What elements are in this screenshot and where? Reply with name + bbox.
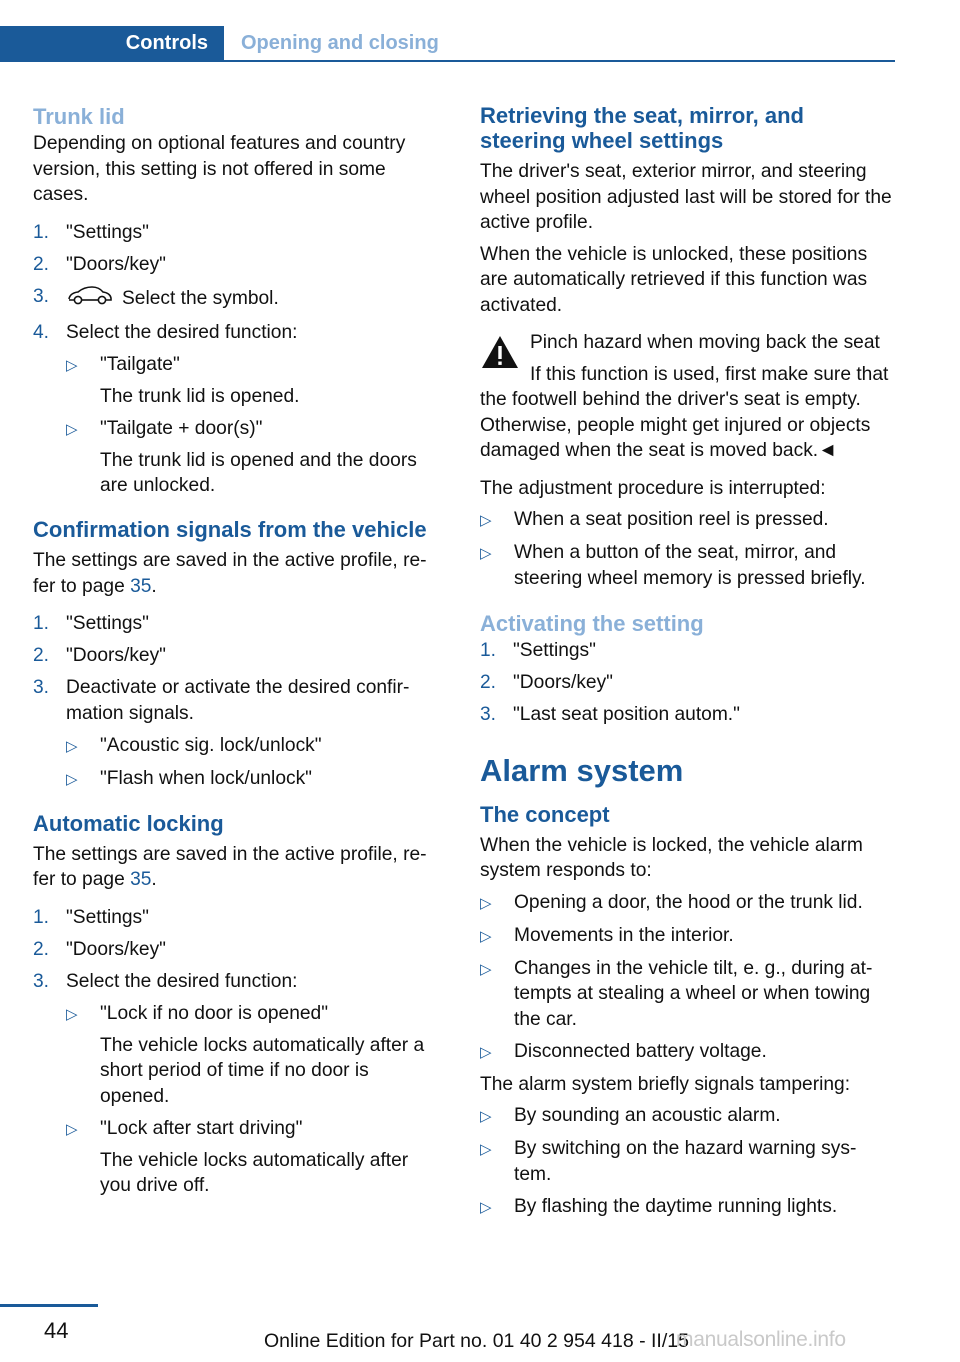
- tab-opening-closing: Opening and closing: [241, 32, 439, 54]
- triangle-bullet-icon: ▷: [66, 737, 78, 755]
- list-item: ▷ When a button of the seat, mirror, and steering wheel memory is pressed briefly.: [480, 540, 892, 591]
- automatic-locking-intro: The settings are saved in the active profile, re-fer to page 35.: [33, 843, 427, 890]
- retrieving-settings-title: Retrieving the seat, mirror, and steering wheel settings: [480, 103, 804, 153]
- triangle-bullet-icon: ▷: [66, 420, 78, 438]
- list-item: ▷ Changes in the vehicle tilt, e. g., during at-tempts at stealing a wheel or when towing the car.: [480, 956, 892, 1033]
- header-rule: [0, 60, 895, 62]
- automatic-locking-title: Automatic locking: [33, 810, 224, 836]
- footer-rule: [0, 1304, 98, 1307]
- triangle-bullet-icon: ▷: [480, 894, 492, 912]
- list-item: ▷ Movements in the interior.: [480, 923, 892, 950]
- triangle-bullet-icon: ▷: [480, 1108, 492, 1125]
- concept-intro: When the vehicle is locked, the vehicle alarm system responds to:: [480, 834, 863, 881]
- list-item: 2. "Doors/key": [480, 671, 613, 693]
- activating-setting-title: Activating the setting: [480, 610, 704, 636]
- tab-controls: [0, 26, 224, 60]
- triangle-bullet-icon: ▷: [66, 1120, 78, 1138]
- list-item: 1. "Settings": [33, 613, 149, 634]
- triangle-bullet-icon: ▷: [480, 512, 492, 529]
- list-item: ▷ "Tailgate" The trunk lid is opened.: [66, 352, 441, 410]
- list-item: ▷ By switching on the hazard warning sys-tem.: [480, 1136, 892, 1187]
- watermark: manualsonline.info: [676, 1328, 846, 1351]
- page-header: [0, 26, 895, 62]
- list-item: 2. "Doors/key": [33, 253, 166, 275]
- page-number: 44: [44, 1318, 69, 1343]
- page-link[interactable]: 35: [130, 575, 152, 597]
- alarm-system-title: Alarm system: [480, 752, 684, 788]
- signals-intro: The alarm system briefly signals tampering:: [480, 1073, 851, 1095]
- warning-icon: [480, 334, 520, 370]
- interrupt-intro: The adjustment procedure is interrupted:: [480, 477, 826, 499]
- list-item: ▷ Opening a door, the hood or the trunk lid.: [480, 890, 892, 917]
- retrieving-p1: The driver's seat, exterior mirror, and steering wheel position adjusted last will be stored for the active profile.: [480, 161, 892, 233]
- list-item: 1. "Settings": [33, 906, 149, 928]
- triangle-bullet-icon: ▷: [480, 545, 492, 562]
- triangle-bullet-icon: ▷: [480, 960, 492, 978]
- triangle-bullet-icon: ▷: [480, 927, 492, 945]
- list-item: ▷ "Flash when lock/unlock": [66, 766, 441, 793]
- triangle-bullet-icon: ▷: [66, 1005, 78, 1023]
- warning-body: If this function is used, first make sure that the footwell behind the driver's seat is empty. Otherwise, people might get injured or objects damaged when the seat is moved back.◄: [480, 363, 889, 461]
- list-item: ▷ Disconnected battery voltage.: [480, 1039, 892, 1066]
- warning-block: [480, 330, 892, 464]
- list-item: 3. Select the symbol.: [33, 284, 441, 314]
- confirmation-intro: The settings are saved in the active profile, re-fer to page 35.: [33, 550, 427, 597]
- page-link[interactable]: 35: [130, 869, 152, 890]
- list-item: ▷ When a seat position reel is pressed.: [480, 507, 892, 534]
- list-item: 1. "Settings": [33, 221, 149, 243]
- list-item: ▷ "Tailgate + door(s)" The trunk lid is opened and the doors are unlocked.: [66, 416, 441, 499]
- list-item: 1. "Settings": [480, 639, 596, 661]
- retrieving-p2: When the vehicle is unlocked, these positions are automatically retrieved if this function was activated.: [480, 243, 868, 316]
- list-item: ▷ By flashing the daytime running lights.: [480, 1194, 892, 1221]
- list-item: 3. Deactivate or activate the desired confir-mation signals.: [33, 677, 410, 724]
- triangle-bullet-icon: ▷: [480, 1043, 492, 1061]
- triangle-bullet-icon: ▷: [66, 356, 78, 374]
- warning-title: Pinch hazard when moving back the seat: [530, 332, 880, 353]
- list-item: ▷ By sounding an acoustic alarm.: [480, 1103, 892, 1130]
- list-item: ▷ "Acoustic sig. lock/unlock": [66, 733, 441, 760]
- edition-text: Online Edition for Part no. 01 40 2 954 418 - II/15: [264, 1330, 689, 1352]
- list-item: ▷ "Lock after start driving" The vehicle locks automatically after you drive off.: [66, 1116, 441, 1199]
- list-item: 2. "Doors/key": [33, 645, 166, 666]
- right-column: [480, 103, 892, 1227]
- triangle-bullet-icon: ▷: [480, 1141, 492, 1158]
- tab-controls-label: Controls: [125, 32, 208, 54]
- triangle-bullet-icon: ▷: [480, 1198, 492, 1216]
- list-item: 3. "Last seat position autom.": [480, 703, 740, 725]
- left-column: [33, 103, 441, 1205]
- list-item: 4. Select the desired function:: [33, 321, 298, 343]
- car-icon: [66, 284, 114, 314]
- concept-title: The concept: [480, 801, 610, 827]
- trunk-lid-title: Trunk lid: [33, 104, 125, 129]
- list-item: ▷ "Lock if no door is opened" The vehicle locks automatically after a short period of time if no door is opened.: [66, 1001, 441, 1110]
- list-item: 3. Select the desired function:: [33, 970, 298, 992]
- list-item: 2. "Doors/key": [33, 938, 166, 960]
- triangle-bullet-icon: ▷: [66, 770, 78, 788]
- confirmation-signals-title: Confirmation signals from the vehicle: [33, 517, 427, 542]
- trunk-lid-intro: Depending on optional features and country version, this setting is not offered in some cases.: [33, 133, 406, 205]
